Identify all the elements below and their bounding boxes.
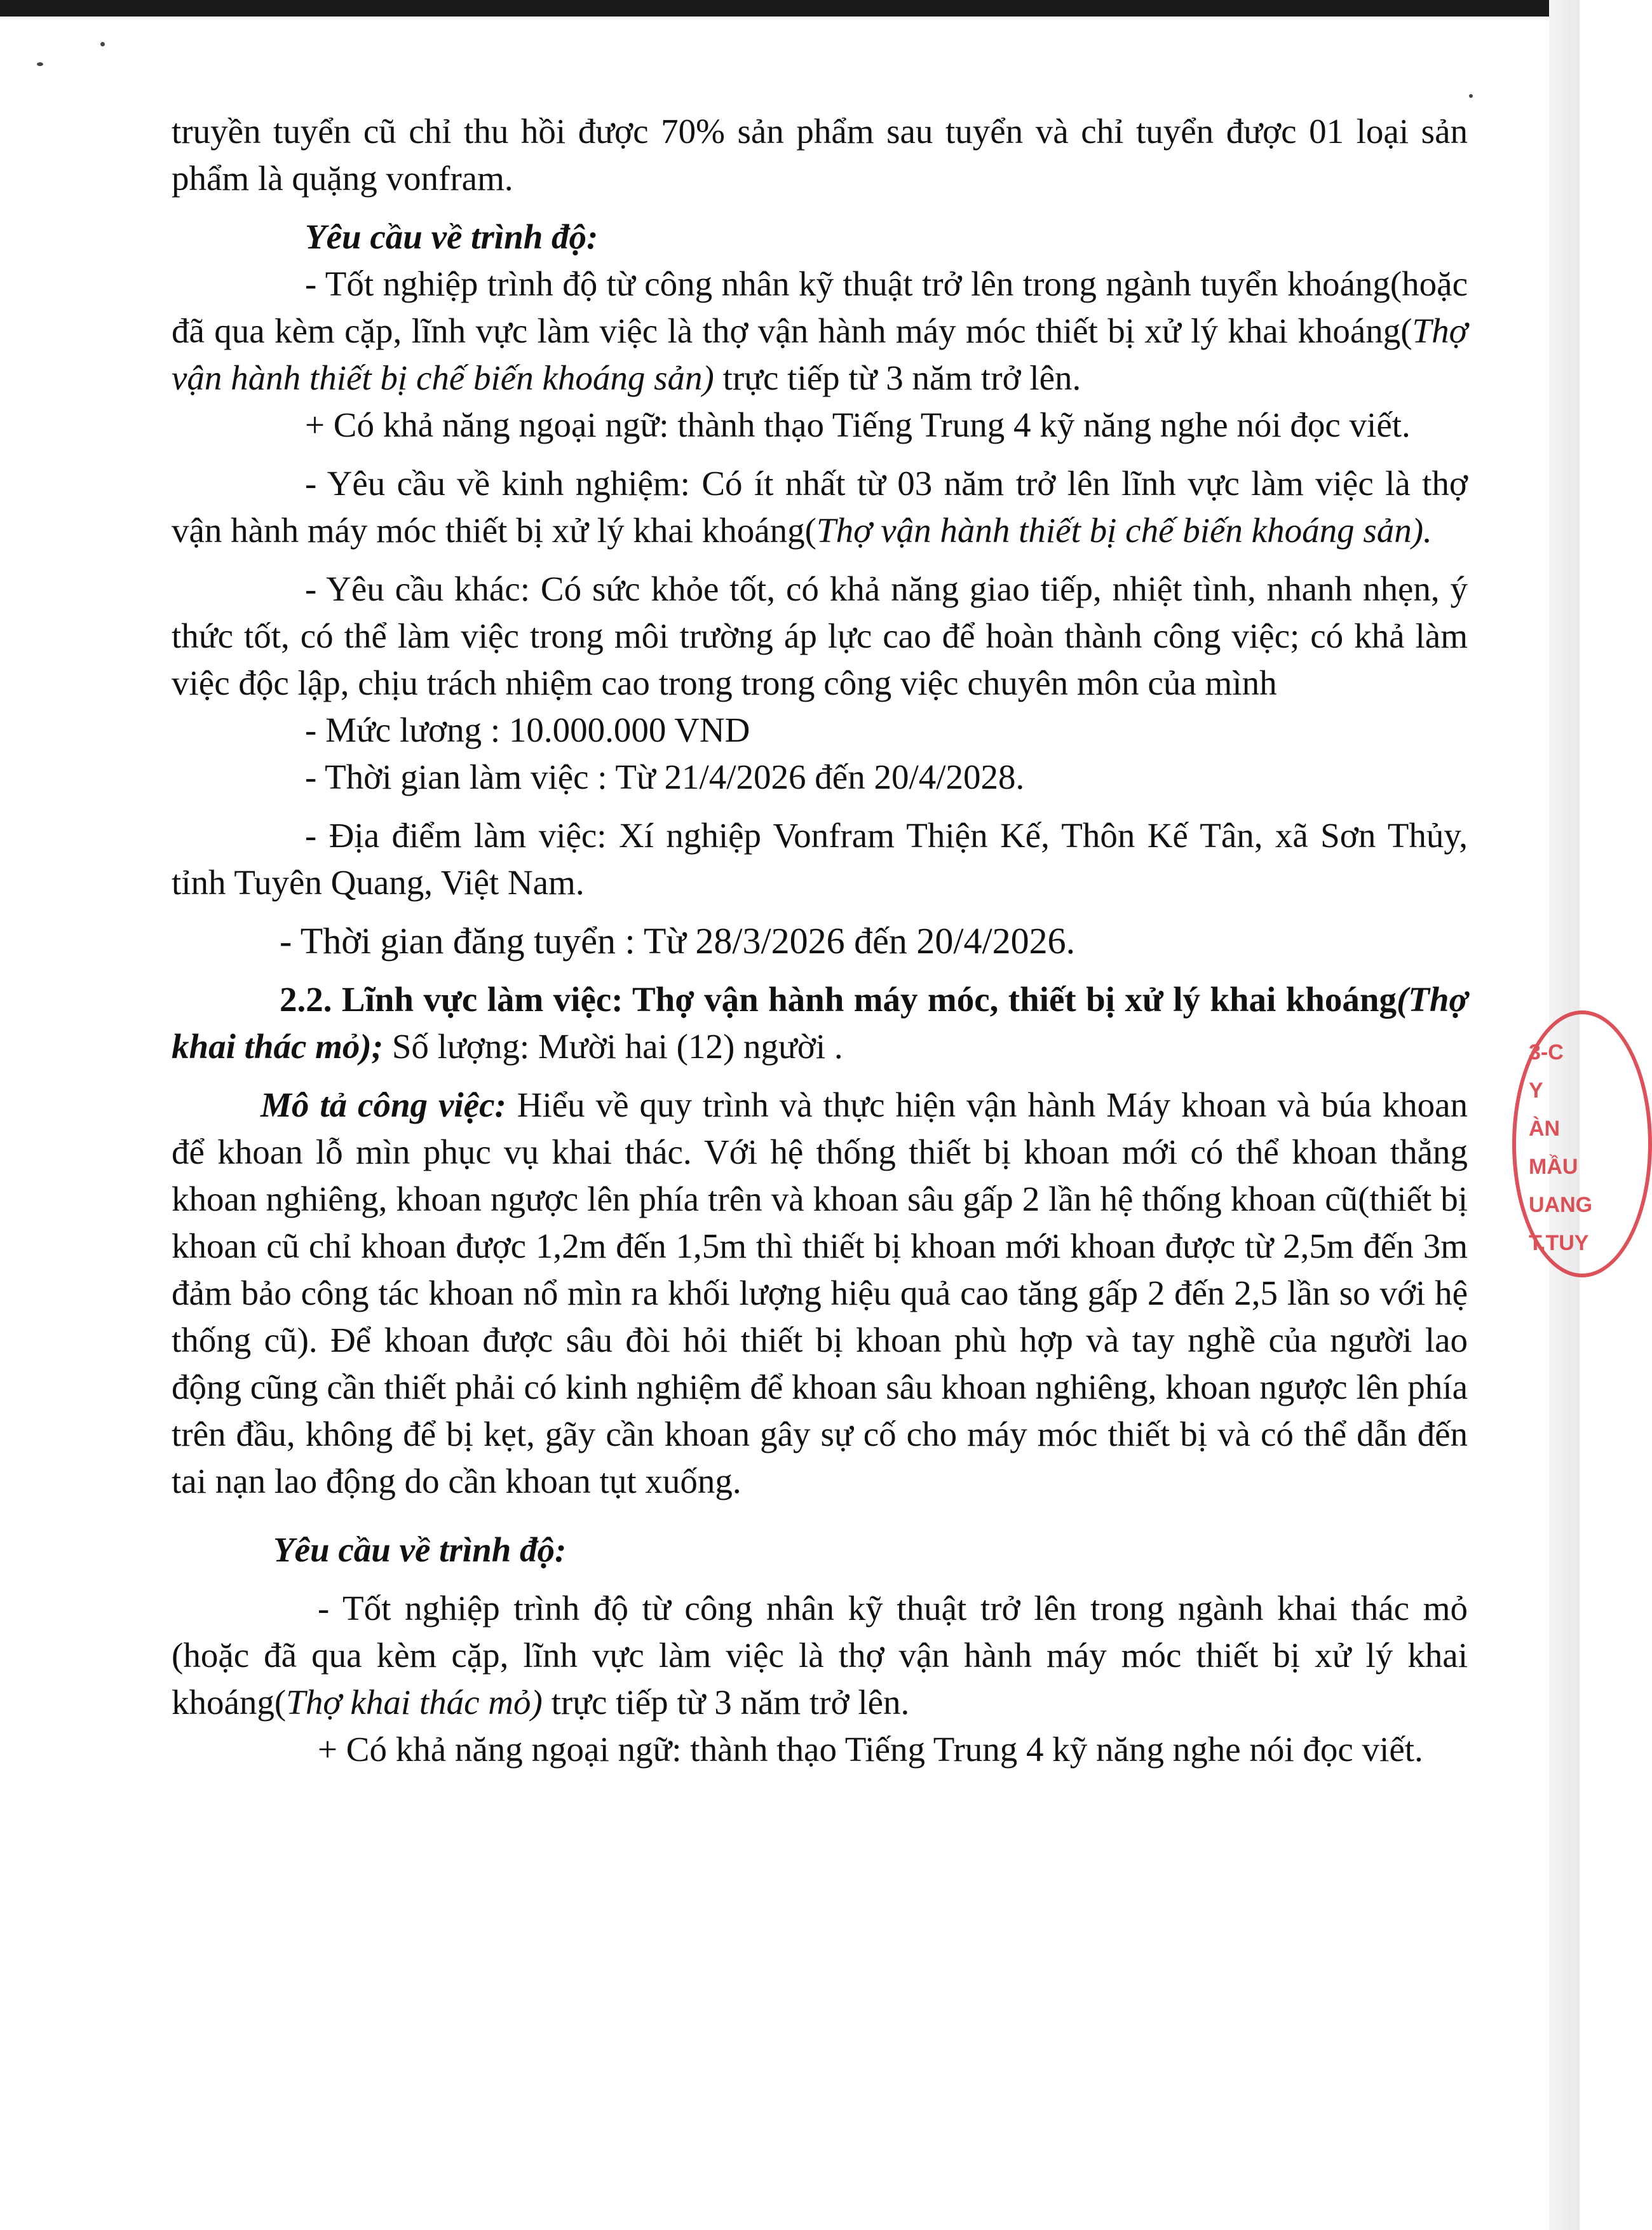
job-description-text: Hiểu về quy trình và thực hiện vận hành Máy khoan và búa khoan để khoan lỗ mìn phục vụ khai thác. Với hệ thống thiết bị khoan mới có thể khoan thẳng khoan nghiêng, khoan ngược lên phía trên và khoan sâu gấp 2 lần hệ thống khoan cũ(thiết bị khoan cũ chỉ khoan được 1,2m đến 1,5m thì thiết bị khoan mới khoan được từ 2,5m đến 3m đảm bảo công tác khoan nổ mìn ra khối lượng hiệu quả cao tăng gấp 2 đến 2,5 lần so với hệ thống cũ). Để khoan được sâu đòi hỏi thiết bị khoan phù hợp và tay nghề của người lao động cũng cần thiết phải có kinh nghiệm để khoan sâu khoan nghiêng, khoan ngược lên phía trên đầu, không để bị kẹt, gãy cần khoan gây sự cố cho máy móc thiết bị và có thể dẫn đến tai nạn lao động do cần khoan tụt xuống. [172,1085,1468,1500]
heading-qualification-2: Yêu cầu về trình độ: [273,1530,567,1569]
scan-speck [1469,94,1473,98]
qualification-1-text: - Tốt nghiệp trình độ từ công nhân kỹ thuật trở lên trong ngành tuyển khoáng(hoặc đã qua kèm cặp, lĩnh vực làm việc là thợ vận hành máy móc thiết bị xử lý khai khoáng( [172,264,1468,350]
experience-text: - Yêu cầu về kinh nghiệm: Có ít nhất từ 03 năm trở lên lĩnh vực làm việc là thợ vận hành máy móc thiết bị xử lý khai khoáng( [172,464,1468,550]
qualification-2-italic: Thợ khai thác mỏ) [286,1683,543,1722]
scan-speck [100,42,105,46]
qualification-1-italic: Thợ vận hành thiết bị chế biến khoáng sản) [172,311,1468,397]
document-page [172,108,1468,1773]
paragraph-qualification-2 [172,1585,1468,1726]
experience-italic: Thợ vận hành thiết bị chế biến khoáng sản). [816,511,1432,550]
stamp-line: UANG [1529,1193,1593,1217]
paragraph-intro [172,108,1468,202]
stamp-line: Y [1529,1078,1543,1103]
section-2-2-title: 2.2. Lĩnh vực làm việc: Thợ vận hành máy móc, thiết bị xử lý khai khoáng [280,980,1397,1019]
stamp-line: ÀN [1529,1117,1561,1141]
paragraph-work-location: - Địa điểm làm việc: Xí nghiệp Vonfram Thiện Kế, Thôn Kế Tân, xã Sơn Thủy, tỉnh Tuyên Quang, Việt Nam. [172,816,1468,902]
qualification-2-text: - Tốt nghiệp trình độ từ công nhân kỹ thuật trở lên trong ngành khai thác mỏ (hoặc đã qua kèm cặp, lĩnh vực làm việc là thợ vận hành máy móc thiết bị xử lý khai khoáng( [172,1589,1468,1722]
red-seal-stamp [1512,1010,1652,1277]
paragraph-qualification-1 [172,261,1468,402]
section-2-2-quantity: Số lượng: Mười hai (12) người . [383,1027,843,1066]
paragraph-experience [172,460,1468,554]
scan-edge-top [0,0,1580,17]
section-2-2-italic: (Thợ khai thác mỏ); [172,980,1468,1066]
scan-speck [37,62,43,66]
paragraph-language-1: + Có khả năng ngoại ngữ: thành thạo Tiếng Trung 4 kỹ năng nghe nói đọc viết. [305,405,1411,444]
heading-qualification-1: Yêu cầu về trình độ: [305,217,599,256]
section-2-2-heading [172,976,1468,1070]
paragraph-posting-period: - Thời gian đăng tuyển : Từ 28/3/2026 đến 20/4/2026. [280,920,1076,962]
paragraph-intro-text: truyền tuyển cũ chỉ thu hồi được 70% sản phẩm sau tuyển và chỉ tuyển được 01 loại sản phẩm là quặng vonfram. [172,112,1468,198]
qualification-2-tail: trực tiếp từ 3 năm trở lên. [542,1683,910,1722]
stamp-line: 3-C [1529,1040,1564,1064]
stamp-line: MẦU [1529,1155,1578,1179]
stamp-line: T.TUY [1529,1231,1589,1255]
paragraph-salary: - Mức lương : 10.000.000 VND [305,710,750,749]
paragraph-language-2: + Có khả năng ngoại ngữ: thành thạo Tiếng Trung 4 kỹ năng nghe nói đọc viết. [318,1730,1423,1769]
paragraph-job-description [172,1082,1468,1505]
paragraph-other-requirements: - Yêu cầu khác: Có sức khỏe tốt, có khả năng giao tiếp, nhiệt tình, nhanh nhẹn, ý thức tốt, có thể làm việc trong môi trường áp lực cao để hoàn thành công việc; có khả làm việc độc lập, chịu trách nhiệm cao trong trong công việc chuyên môn của mình [172,569,1468,702]
qualification-1-tail: trực tiếp từ 3 năm trở lên. [714,358,1081,397]
job-description-label: Mô tả công việc: [261,1085,506,1124]
paragraph-work-period: - Thời gian làm việc : Từ 21/4/2026 đến 20/4/2028. [305,758,1025,796]
